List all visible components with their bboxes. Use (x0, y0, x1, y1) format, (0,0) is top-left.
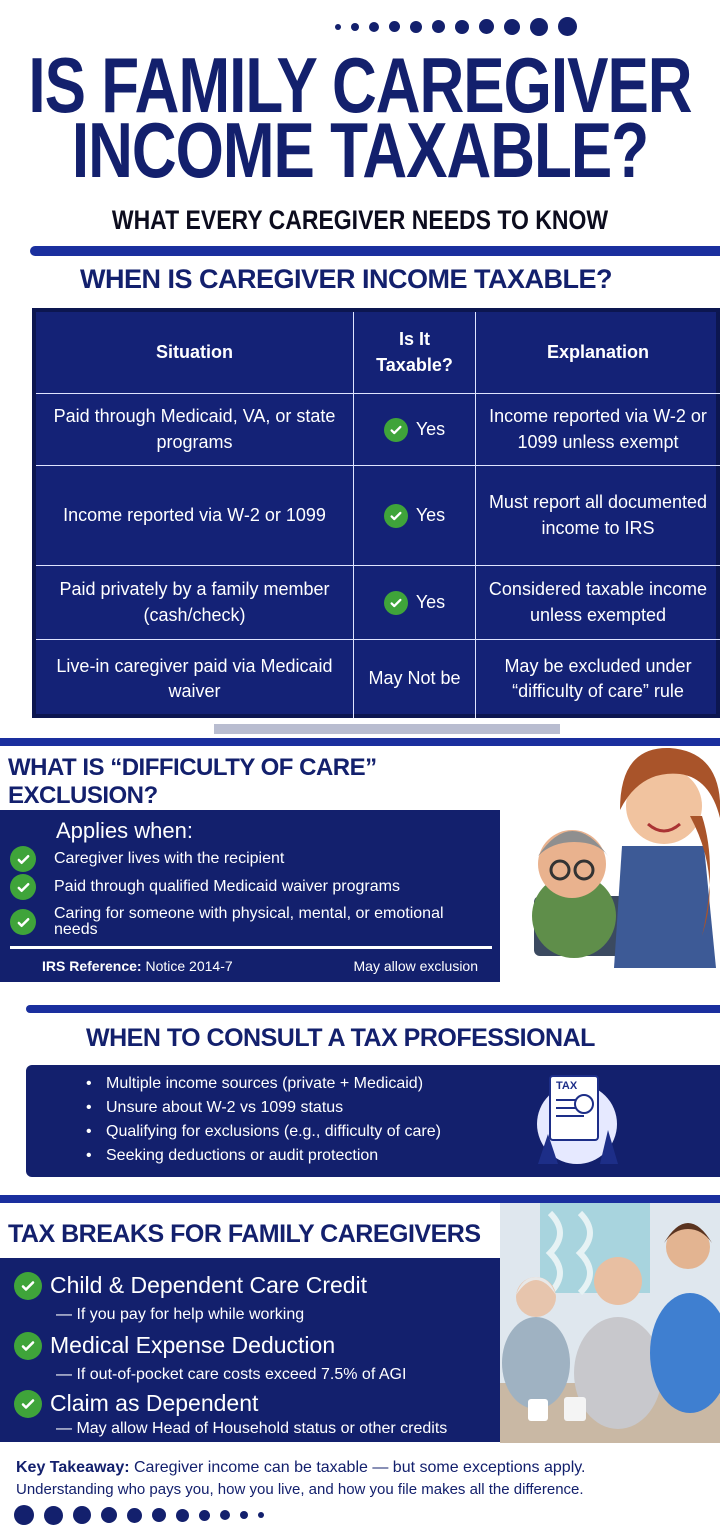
section-divider (26, 1005, 720, 1013)
check-icon (14, 1390, 42, 1418)
check-icon (384, 418, 408, 442)
bottom-dots-decoration (14, 1505, 264, 1525)
break-title: Medical Expense Deduction (50, 1332, 336, 1358)
check-icon (10, 909, 36, 935)
list-item: • Unsure about W-2 vs 1099 status (106, 1099, 343, 1117)
break-detail: — May allow Head of Household status or other credits (56, 1420, 448, 1437)
list-item: • Multiple income sources (private + Medicaid) (106, 1075, 423, 1093)
check-icon (384, 591, 408, 615)
irs-reference: IRS Reference: Notice 2014-7 (42, 958, 233, 974)
difficulty-title-line2: EXCLUSION? (8, 782, 158, 809)
taxable-section-title: WHEN IS CAREGIVER INCOME TAXABLE? (80, 264, 613, 294)
list-item: • Qualifying for exclusions (e.g., difficulty of care) (106, 1123, 441, 1141)
page-title-line1: IS FAMILY CAREGIVER (28, 43, 692, 130)
row-taxable: Yes (415, 418, 446, 439)
row-explanation: Considered taxable income unless exempted (488, 579, 708, 625)
tax-label: TAX (556, 1080, 578, 1092)
table-row (36, 466, 720, 566)
tax-breaks-panel (0, 1258, 500, 1442)
list-item: Paid through qualified Medicaid waiver programs (10, 874, 400, 900)
row-taxable: May Not be (354, 640, 476, 718)
row-explanation: Must report all documented income to IRS (488, 492, 708, 538)
row-situation: Income reported via W-2 or 1099 (36, 466, 354, 565)
panel-divider (10, 946, 492, 949)
row-situation: Paid through Medicaid, VA, or state programs (36, 394, 354, 465)
table-row (36, 640, 720, 718)
row-explanation: Income reported via W-2 or 1099 unless exempt (489, 406, 707, 452)
check-icon (14, 1272, 42, 1300)
check-icon (10, 846, 36, 872)
taxability-table (32, 308, 720, 718)
list-item: • Seeking deductions or audit protection (106, 1147, 378, 1165)
page-subtitle: WHAT EVERY CAREGIVER NEEDS TO KNOW (111, 204, 609, 235)
page-title-line2: INCOME TAXABLE? (71, 108, 649, 195)
list-item: Caring for someone with physical, mental, or emotional needs (10, 906, 480, 938)
row-explanation: May be excluded under “difficulty of care” rule (504, 655, 692, 701)
column-header-explanation: Explanation (546, 341, 649, 362)
breaks-section-title: TAX BREAKS FOR FAMILY CAREGIVERS (8, 1220, 481, 1248)
check-icon (14, 1332, 42, 1360)
table-shadow (214, 724, 560, 734)
caregiver-illustration (504, 746, 720, 968)
table-header-row (36, 312, 720, 394)
table-row (36, 566, 720, 640)
check-icon (10, 874, 36, 900)
difficulty-title-line1: WHAT IS “DIFFICULTY OF CARE” (8, 754, 377, 781)
section-divider (0, 1195, 720, 1203)
break-title: Child & Dependent Care Credit (50, 1272, 368, 1298)
takeaway-label: Key Takeaway: (16, 1459, 130, 1476)
row-situation: Paid privately by a family member (cash/check) (36, 566, 354, 639)
break-detail: — If out-of-pocket care costs exceed 7.5% of AGI (56, 1366, 407, 1383)
top-dots-decoration (335, 17, 577, 36)
section-divider (30, 246, 720, 256)
row-situation: Live-in caregiver paid via Medicaid waiver (36, 640, 354, 718)
break-title: Claim as Dependent (50, 1390, 259, 1416)
takeaway-text: Caregiver income can be taxable — but some exceptions apply. (134, 1459, 586, 1476)
consult-section-title: WHEN TO CONSULT A TAX PROFESSIONAL (86, 1024, 595, 1052)
column-header-situation: Situation (36, 312, 354, 393)
applies-when-label: Applies when: (56, 818, 193, 843)
row-taxable: Yes (415, 591, 446, 612)
break-detail: — If you pay for help while working (56, 1306, 305, 1323)
list-item: Caregiver lives with the recipient (10, 846, 284, 872)
family-photo (500, 1203, 720, 1443)
exclusion-note: May allow exclusion (353, 958, 478, 974)
check-icon (384, 504, 408, 528)
section-divider (0, 738, 720, 746)
table-row (36, 394, 720, 466)
tax-document-icon (532, 1072, 622, 1168)
key-takeaway (16, 1459, 586, 1477)
row-taxable: Yes (415, 504, 446, 525)
takeaway-line2: Understanding who pays you, how you live, and how you file makes all the difference. (16, 1481, 584, 1498)
column-header-taxable: Is It Taxable? (354, 312, 476, 393)
difficulty-panel (0, 810, 500, 982)
